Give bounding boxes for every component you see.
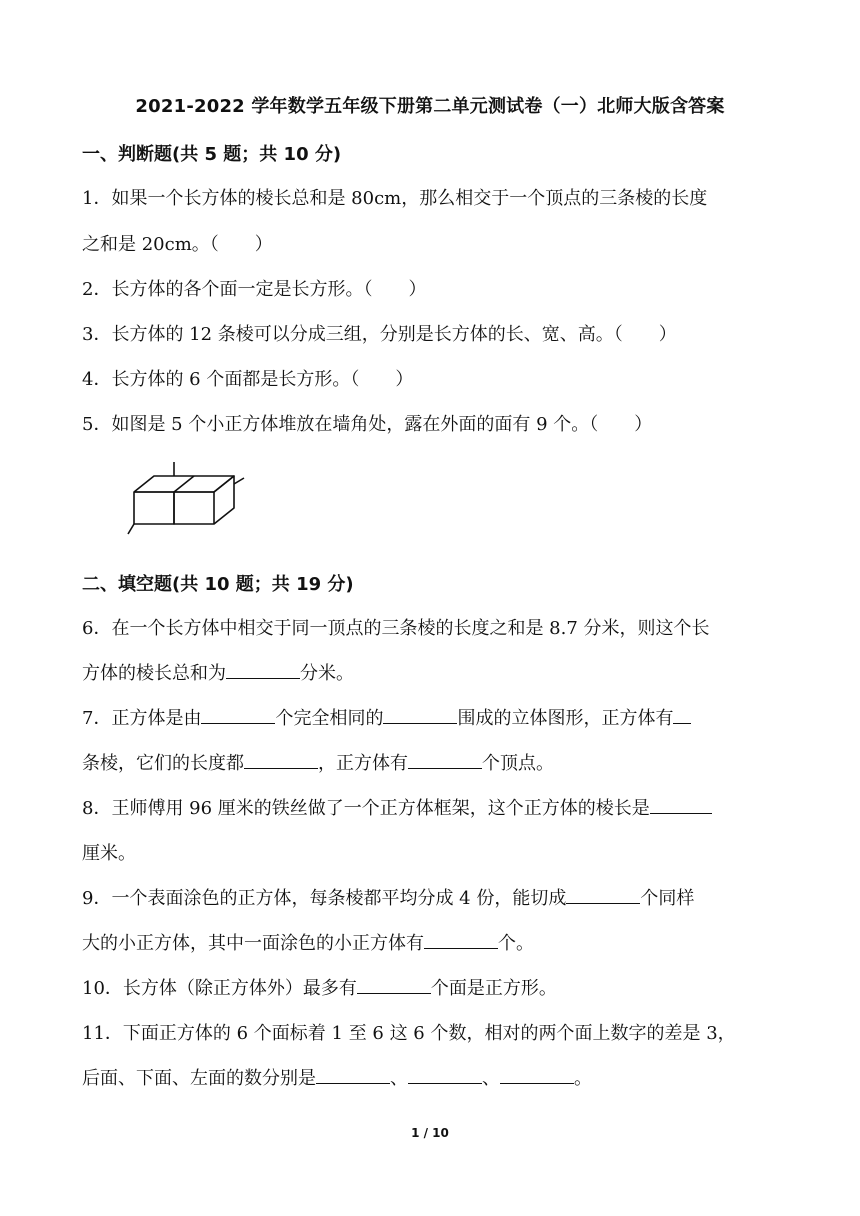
question-8-line-1	[82, 794, 782, 820]
question-6-text-a: 方体的棱长总和为	[82, 663, 226, 684]
question-6-text-b: 分米。	[300, 663, 354, 684]
answer-blank[interactable]	[408, 750, 482, 769]
question-10-text-a: 10．长方体（除正方体外）最多有	[82, 978, 357, 999]
answer-blank[interactable]	[226, 660, 300, 679]
page-number: 1 / 10	[411, 1126, 449, 1140]
answer-blank[interactable]	[408, 1065, 482, 1084]
answer-blank[interactable]	[650, 795, 712, 814]
separator: 、	[390, 1068, 408, 1089]
question-2: 2．长方体的各个面一定是长方形。（ ）	[82, 279, 427, 300]
answer-blank[interactable]	[244, 750, 318, 769]
question-7-text-f: 个顶点。	[482, 753, 554, 774]
question-7-line-2	[82, 749, 782, 775]
question-11-end: 。	[574, 1068, 592, 1089]
question-3: 3．长方体的 12 条棱可以分成三组，分别是长方体的长、宽、高。（ ）	[82, 324, 677, 345]
question-8-line-2: 厘米。	[82, 843, 136, 864]
answer-blank[interactable]	[357, 975, 431, 994]
question-7-text-e: ，正方体有	[318, 753, 408, 774]
question-8-text-a: 8．王师傅用 96 厘米的铁丝做了一个正方体框架，这个正方体的棱长是	[82, 798, 650, 819]
question-11-line-1: 11．下面正方体的 6 个面标着 1 至 6 这 6 个数，相对的两个面上数字的差是 3，	[82, 1023, 736, 1044]
question-4: 4．长方体的 6 个面都是长方形。（ ）	[82, 369, 414, 390]
section-heading-fill-in: 二、填空题(共 10 题；共 19 分)	[82, 574, 354, 595]
answer-blank[interactable]	[383, 705, 457, 724]
question-9-text-b: 个同样	[640, 888, 695, 909]
section-heading-judgment: 一、判断题(共 5 题；共 10 分)	[82, 144, 342, 165]
question-7-text-b: 个完全相同的	[275, 708, 384, 729]
question-1-line-2: 之和是 20cm。（ ）	[82, 234, 273, 255]
answer-blank[interactable]	[673, 705, 691, 724]
question-7-text-a: 7．正方体是由	[82, 708, 202, 729]
question-9-line-1	[82, 884, 782, 910]
question-9-line-2	[82, 929, 782, 955]
question-7-line-1	[82, 704, 782, 730]
stacked-cubes-figure	[124, 462, 254, 538]
question-7-text-c: 围成的立体图形，正方体有	[457, 708, 674, 729]
question-9-text-a: 9．一个表面涂色的正方体，每条棱都平均分成 4 份，能切成	[82, 888, 567, 909]
answer-blank[interactable]	[316, 1065, 390, 1084]
answer-blank[interactable]	[424, 930, 498, 949]
question-1-line-1: 1．如果一个长方体的棱长总和是 80cm，那么相交于一个顶点的三条棱的长度	[82, 188, 708, 209]
question-6-line-1: 6．在一个长方体中相交于同一顶点的三条棱的长度之和是 8.7 分米，则这个长	[82, 618, 710, 639]
question-7-text-d: 条棱，它们的长度都	[82, 753, 244, 774]
separator: 、	[482, 1068, 500, 1089]
document-title: 2021-2022 学年数学五年级下册第二单元测试卷（一）北师大版含答案	[135, 96, 725, 117]
question-10	[82, 974, 782, 1000]
answer-blank[interactable]	[201, 705, 275, 724]
question-11-text-a: 后面、下面、左面的数分别是	[82, 1068, 316, 1089]
question-11-line-2	[82, 1064, 782, 1090]
question-6-line-2	[82, 659, 782, 685]
answer-blank[interactable]	[500, 1065, 574, 1084]
question-9-text-d: 个。	[498, 933, 534, 954]
question-9-text-c: 大的小正方体，其中一面涂色的小正方体有	[82, 933, 424, 954]
answer-blank[interactable]	[566, 885, 640, 904]
question-10-text-b: 个面是正方形。	[430, 978, 557, 999]
question-5: 5．如图是 5 个小正方体堆放在墙角处，露在外面的面有 9 个。（ ）	[82, 414, 653, 435]
